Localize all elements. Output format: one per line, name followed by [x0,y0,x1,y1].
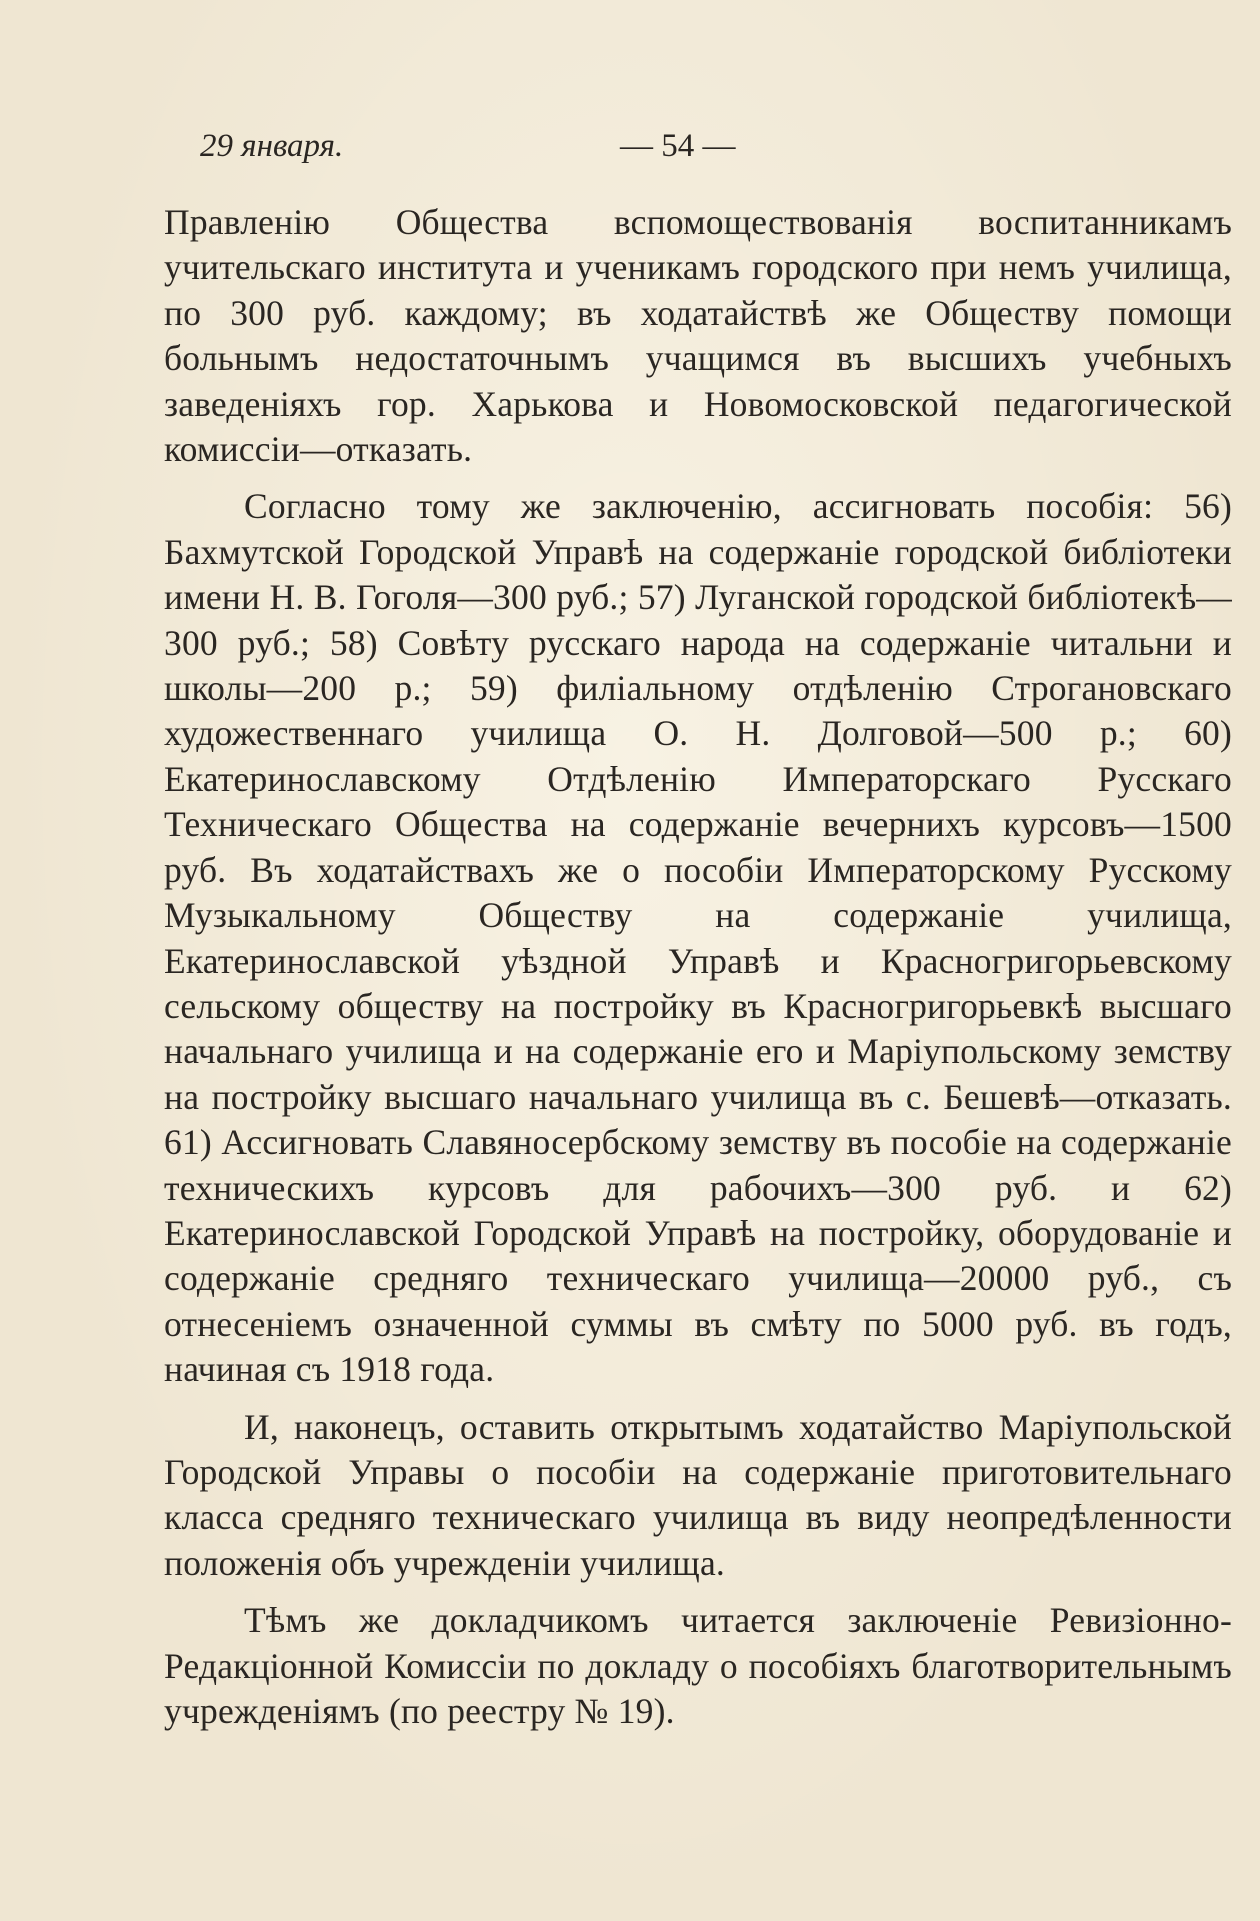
body-text [164,200,1232,1746]
paragraph-1: Правленію Общества вспомоществованія воспитанникамъ учительскаго института и ученикамъ городского при немъ училища, по 300 руб. каждому; въ ходатайствѣ же Обществу помощи больнымъ недостаточнымъ учащимся въ высшихъ учебныхъ заведеніяхъ гор. Харькова и Новомосковской педагогической комиссіи—отказать. [164,202,1232,470]
paragraph-3: И, наконецъ, оставить открытымъ ходатайство Маріупольской Городской Управы о пособіи на содержаніе приготовительнаго класса средняго техническаго училища въ виду неопредѣленности положенія объ учрежденіи училища. [164,1406,1232,1583]
page-number: — 54 — [620,128,736,164]
header-date: 29 января. [200,128,344,164]
paragraph-4: Тѣмъ же докладчикомъ читается заключеніе Ревизіонно-Редакціонной Комиссіи по докладу о пособіяхъ благотворительнымъ учрежденіямъ (по реестру № 19). [164,1600,1232,1731]
paragraph-2: Согласно тому же заключенію, ассигновать пособія: 56) Бахмутской Городской Управѣ на содержаніе городской библіотеки имени Н. В. Гоголя—300 руб.; 57) Луганской городской библіотекѣ—300 руб.; 58) Совѣту русскаго народа на содержаніе читальни и школы—200 р.; 59) филіальному отдѣленію Строгановскаго художественнаго училища О. Н. Долговой—500 р.; 60) Екатеринославскому Отдѣленію Императорскаго Русскаго Техническаго Общества на содержаніе вечернихъ курсовъ—1500 руб. Въ ходатайствахъ же о пособіи Императорскому Русскому Музыкальному Обществу на содержаніе училища, Екатеринославской уѣздной Управѣ и Красногригорьевскому сельскому обществу на постройку въ Красногригорьевкѣ высшаго начальнаго училища и на содержаніе его и Маріупольскому земству на постройку высшаго начальнаго училища въ с. Бешевѣ—отказать. 61) Ассигновать Славяносербскому земству въ пособіе на содержаніе техническихъ курсовъ для рабочихъ—300 руб. и 62) Екатеринославской Городской Управѣ на постройку, оборудованіе и содержаніе средняго техническаго училища—20000 руб., съ отнесеніемъ означенной суммы въ смѣту по 5000 руб. въ годъ, начиная съ 1918 года. [164,486,1232,1390]
running-header [200,128,1120,178]
